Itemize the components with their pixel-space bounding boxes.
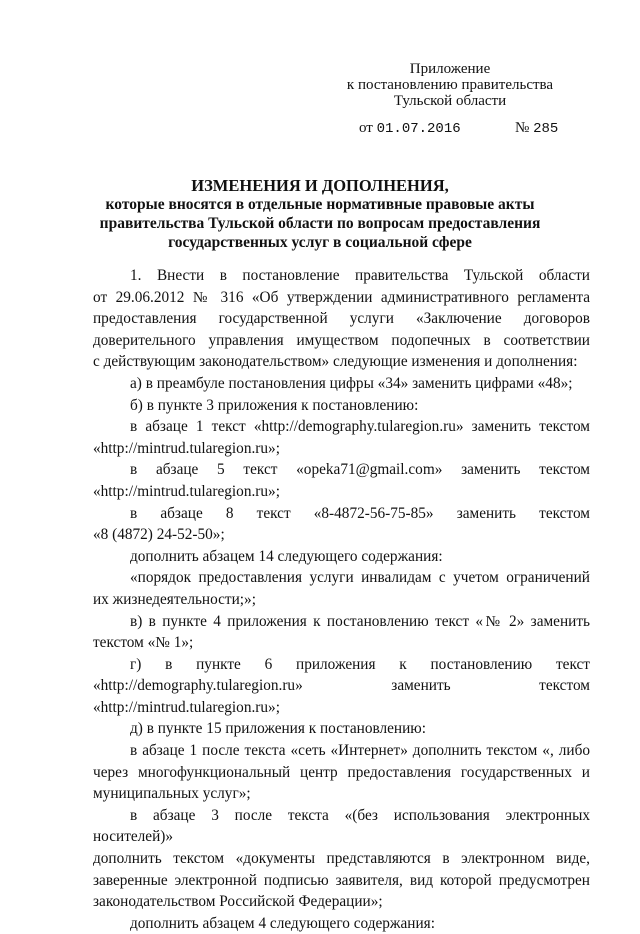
document-title xyxy=(60,176,580,252)
resolution-number xyxy=(515,120,558,137)
title-heading: ИЗМЕНЕНИЯ И ДОПОЛНЕНИЯ, xyxy=(191,176,449,195)
paragraph-line: в абзаце 1 текст «http://demography.tularegion.ru» заменить текстом xyxy=(130,418,590,436)
paragraph-line: в абзаце 5 текст «opeka71@gmail.com» заменить текстом xyxy=(130,461,590,479)
paragraph-line: 1. Внести в постановление правительства Тульской области xyxy=(130,267,590,284)
paragraph-line: в) в пункте 4 приложения к постановлению текст «№ 2» заменить xyxy=(130,612,590,630)
appendix-line-2: к постановлению правительства xyxy=(346,77,554,93)
paragraph-line: «http://demography.tularegion.ru» заменить текстом xyxy=(93,677,590,695)
paragraph-line: «порядок предоставления услуги инвалидам с учетом ограничений xyxy=(130,569,590,587)
date-value: 01.07.2016 xyxy=(376,121,461,137)
paragraph-line: в абзаце 8 текст «8-4872-56-75-85» заменить текстом xyxy=(130,504,590,522)
paragraph-line: с действующим законодательством» следующие изменения и дополнения: xyxy=(93,353,578,371)
paragraph-line: через многофункциональный центр предоставления государственных и xyxy=(93,763,590,781)
paragraph-line: в абзаце 1 после текста «сеть «Интернет» дополнить текстом «, либо xyxy=(130,742,590,760)
paragraph-line: а) в преамбуле постановления цифры «34» заменить цифрами «48»; xyxy=(130,374,573,392)
paragraph-line: «http://mintrud.tularegion.ru»; xyxy=(93,439,280,457)
number-sign: № xyxy=(515,120,530,136)
paragraph-line: дополнить абзацем 14 следующего содержания: xyxy=(130,547,443,565)
paragraph-line: дополнить текстом «документы представляются в электронном виде, xyxy=(93,850,590,868)
paragraph-line: доверительного управления имуществом подопечных в соответствии xyxy=(93,331,590,349)
paragraph-line: муниципальных услуг»; xyxy=(93,785,251,803)
appendix-header xyxy=(300,61,600,109)
date-prefix: от xyxy=(359,120,373,136)
document-body xyxy=(93,265,590,934)
paragraph-line: д) в пункте 15 приложения к постановлению: xyxy=(130,720,426,738)
paragraph-line: г) в пункте 6 приложения к постановлению текст xyxy=(130,655,590,673)
paragraph-line: текстом «№ 1»; xyxy=(93,634,194,652)
title-line-3: государственных услуг в социальной сфере xyxy=(168,234,472,251)
paragraph-line: «http://mintrud.tularegion.ru»; xyxy=(93,698,280,716)
title-line-2: правительства Тульской области по вопросам предоставления xyxy=(99,215,541,232)
paragraph-line: «http://mintrud.tularegion.ru»; xyxy=(93,482,280,500)
number-value: 285 xyxy=(533,121,559,137)
paragraph-line: дополнить абзацем 4 следующего содержания: xyxy=(130,914,435,932)
paragraph-line: от 29.06.2012 № 316 «Об утверждении административного регламента xyxy=(93,288,590,306)
paragraph-line: б) в пункте 3 приложения к постановлению: xyxy=(130,396,419,414)
paragraph-line: их жизнедеятельности;»; xyxy=(93,590,256,608)
resolution-date xyxy=(359,120,461,137)
paragraph-line: предоставления государственной услуги «Заключение договоров xyxy=(93,310,590,328)
title-line-1: которые вносятся в отдельные нормативные правовые акты xyxy=(105,196,535,213)
appendix-line-3: Тульской области xyxy=(393,93,507,109)
paragraph-line: в абзаце 3 после текста «(без использования электронных носителей)» xyxy=(93,806,590,846)
appendix-line-1: Приложение xyxy=(409,61,491,77)
paragraph-line: «8 (4872) 24-52-50»; xyxy=(93,526,225,544)
paragraph-line: заверенные электронной подписью заявителя, вид которой предусмотрен xyxy=(93,871,590,889)
paragraph-line: законодательством Российской Федерации»; xyxy=(93,893,383,911)
